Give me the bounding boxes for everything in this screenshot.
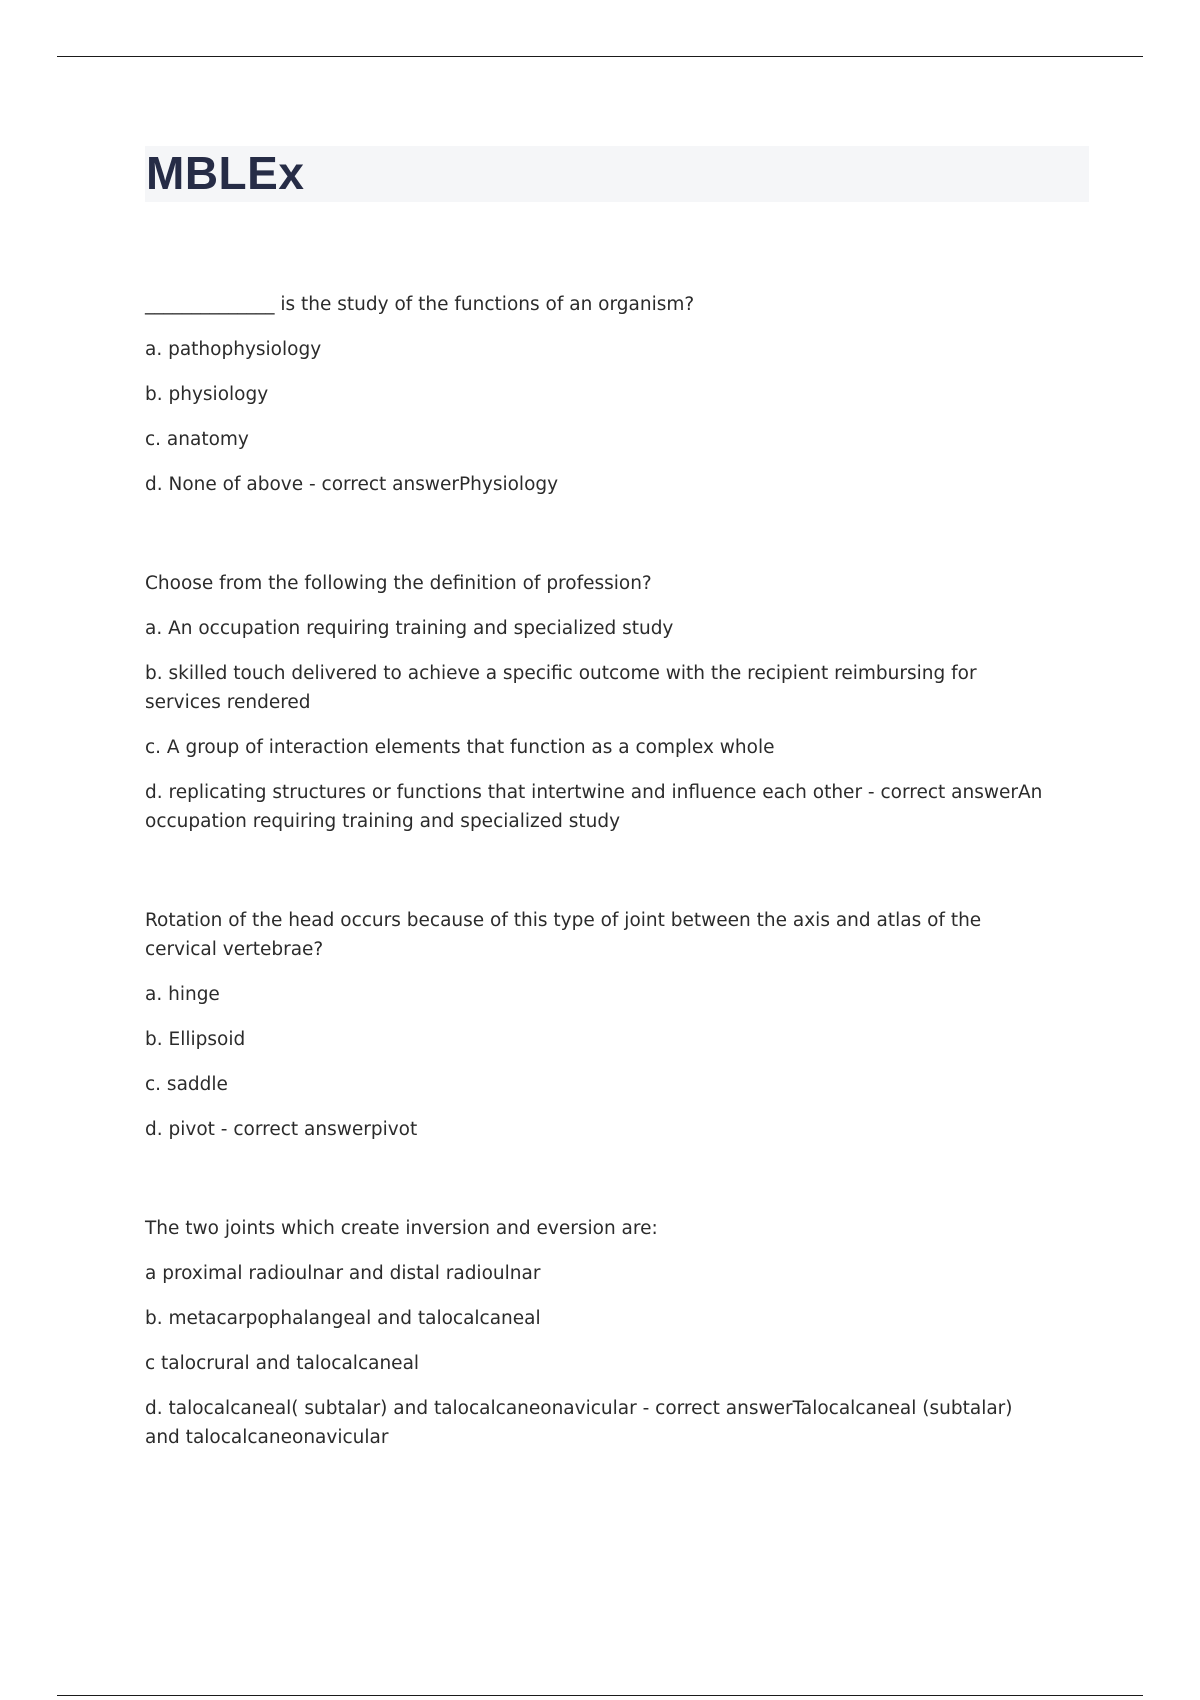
document-title: MBLEx: [146, 147, 305, 199]
answer-option-a: a. pathophysiology: [145, 339, 322, 360]
answer-option-b: b. metacarpophalangeal and talocalcaneal: [145, 1308, 541, 1329]
answer-option-d: d. talocalcaneal( subtalar) and talocalcaneonavicular - correct answerTalocalcaneal (subtalar) and talocalcaneonavicular: [145, 1398, 1013, 1448]
answer-option-c: c. A group of interaction elements that function as a complex whole: [145, 737, 775, 758]
answer-option-a: a. An occupation requiring training and specialized study: [145, 618, 674, 639]
answer-option-d: d. None of above - correct answerPhysiology: [145, 474, 559, 495]
question-text: ______________ is the study of the functions of an organism?: [145, 294, 695, 315]
answer-option-c: c. anatomy: [145, 429, 249, 450]
answer-option-b: b. Ellipsoid: [145, 1029, 246, 1050]
question-block-3: [145, 906, 1045, 1144]
bottom-rule: [57, 1695, 1143, 1696]
answer-option-b: b. skilled touch delivered to achieve a specific outcome with the recipient reimbursing for services rendered: [145, 663, 977, 713]
answer-option-d: d. replicating structures or functions that intertwine and influence each other - correct answerAn occupation requiring training and specialized study: [145, 782, 1043, 832]
question-list: [145, 290, 1045, 1522]
answer-option-a: a. hinge: [145, 984, 220, 1005]
answer-option-d: d. pivot - correct answerpivot: [145, 1119, 418, 1140]
answer-option-b: b. physiology: [145, 384, 269, 405]
question-block-2: [145, 569, 1045, 836]
question-text: Rotation of the head occurs because of this type of joint between the axis and atlas of the cervical vertebrae?: [145, 910, 982, 960]
question-block-4: [145, 1214, 1045, 1452]
question-text: The two joints which create inversion and eversion are:: [145, 1218, 658, 1239]
answer-option-a: a proximal radioulnar and distal radioulnar: [145, 1263, 541, 1284]
question-block-1: [145, 290, 1045, 499]
answer-option-c: c talocrural and talocalcaneal: [145, 1353, 420, 1374]
question-text: Choose from the following the definition of profession?: [145, 573, 652, 594]
top-rule: [57, 56, 1143, 57]
answer-option-c: c. saddle: [145, 1074, 228, 1095]
